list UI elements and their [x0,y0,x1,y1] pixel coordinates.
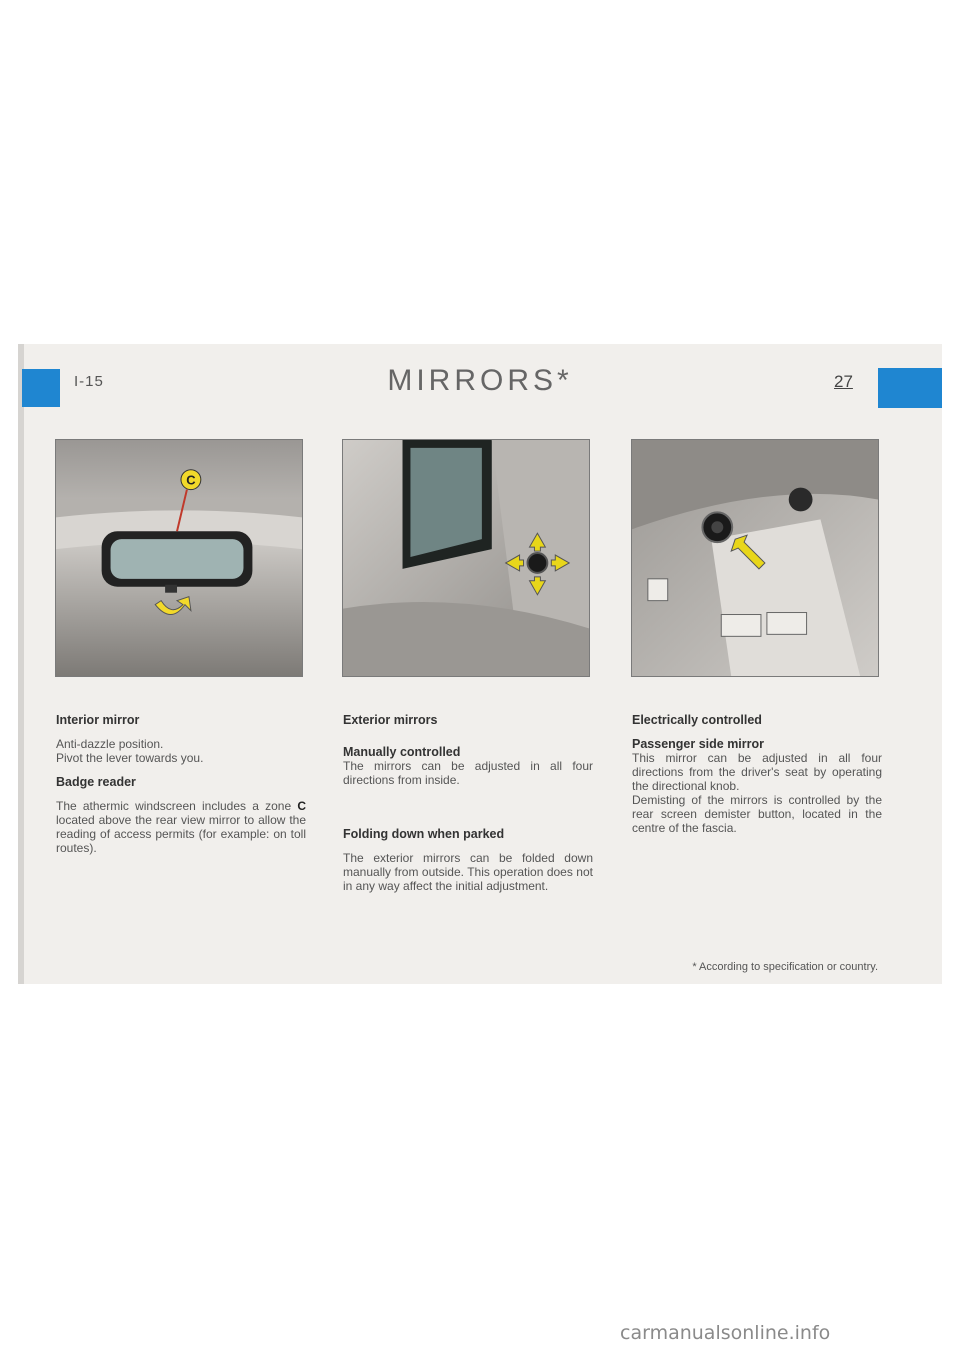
interior-mirror-heading: Interior mirror [56,713,140,727]
interior-mirror-photo [55,439,303,677]
exterior-mirror-photo [342,439,590,677]
footnote: * According to specification or country. [692,961,878,973]
chapter-tab-left [22,369,60,407]
callout-c-label: C [186,472,196,488]
page-number: 27 [834,372,853,391]
badge-reader-heading: Badge reader [56,775,136,789]
page-title: MIRRORS* [387,364,573,397]
folding-heading: Folding down when parked [343,827,505,841]
demisting-text: Demisting of the mirrors is controlled by the rear screen demister button, located in the centre of the fascia. [632,793,882,835]
passenger-mirror-heading: Passenger side mirror [632,737,765,751]
passenger-knob-photo [631,439,879,677]
manual-control-heading: Manually controlled [343,745,461,759]
column-electric-mirrors [632,713,882,835]
chapter-tab-right [878,368,942,408]
mirror-control-knob [528,553,548,573]
badge-zone-letter: C [297,799,306,813]
interior-mirror-text: Anti-dazzle position. Pivot the lever towards you. [56,737,204,765]
badge-reader-text [56,799,306,855]
folding-text: The exterior mirrors can be folded down manually from outside. This operation does not in any way affect the initial adjustment. [343,851,593,893]
exterior-mirrors-heading: Exterior mirrors [343,713,438,727]
watermark: carmanualsonline.info [620,1322,831,1344]
badge-text-part1: The athermic windscreen includes a zone [56,799,298,813]
column-interior-mirror [56,713,306,855]
badge-text-part2: located above the rear view mirror to allow the reading of access permits (for example: on toll routes). [56,813,306,855]
manual-control-text: The mirrors can be adjusted in all four directions from inside. [343,759,593,787]
passenger-mirror-text: This mirror can be adjusted in all four directions from the driver's seat by operating the directional knob. [632,751,882,793]
chapter-label: I-15 [74,373,104,390]
electric-control-heading: Electrically controlled [632,713,762,727]
column-exterior-mirrors [343,713,593,893]
